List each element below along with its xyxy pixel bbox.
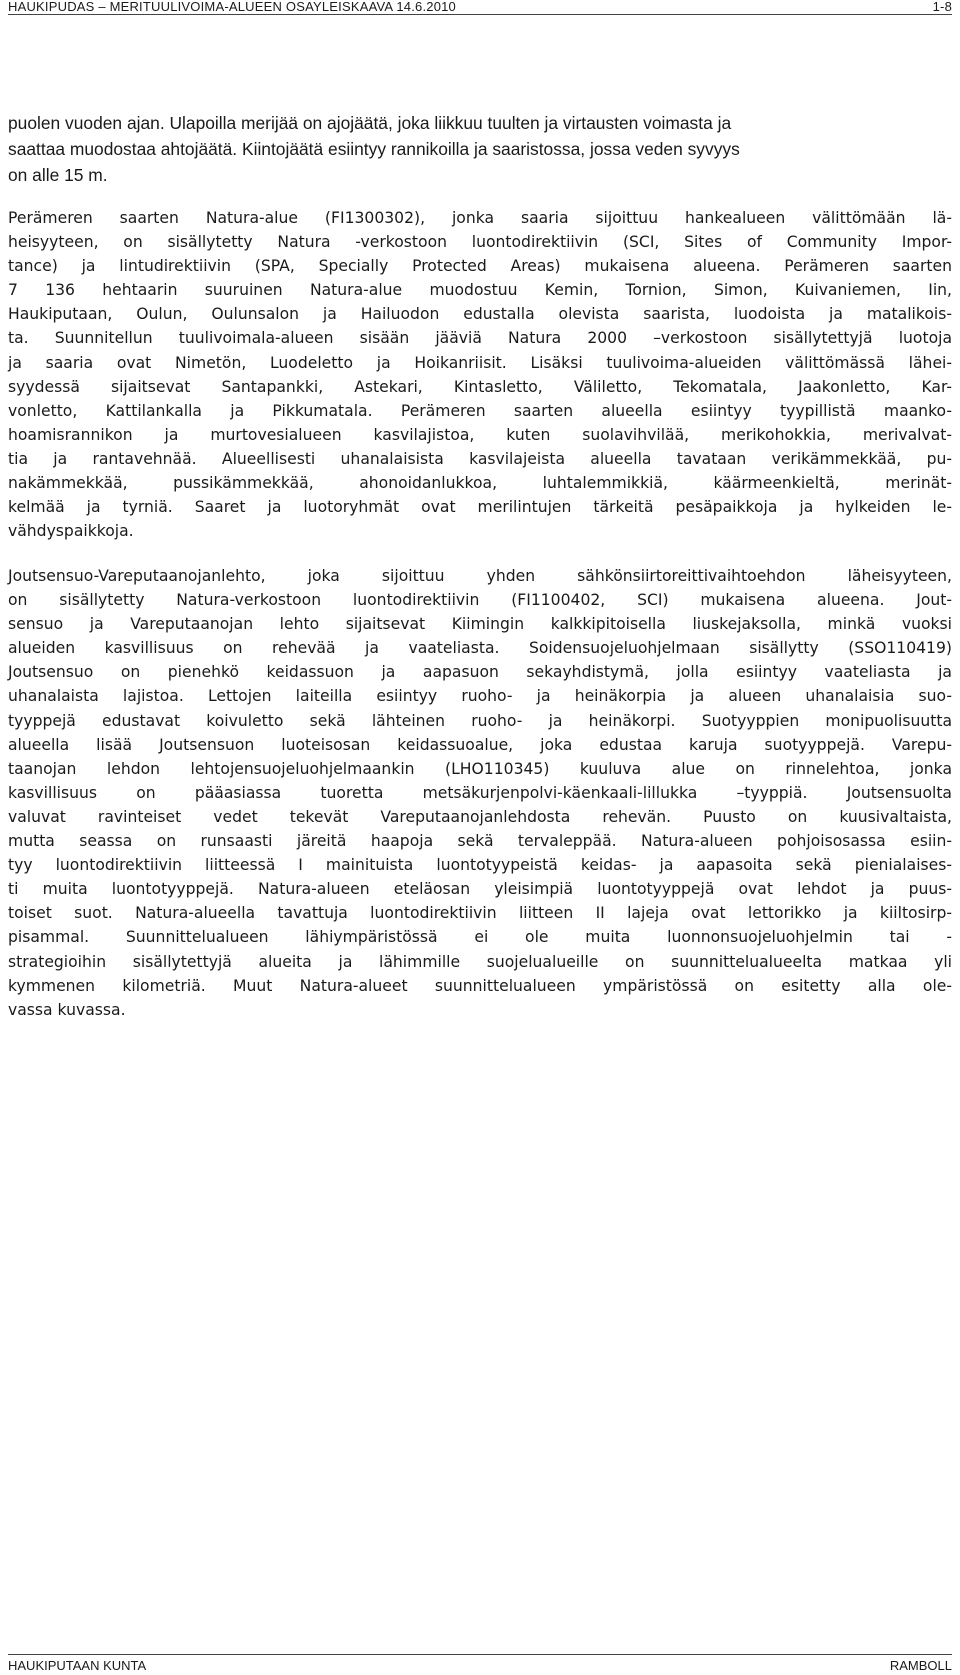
document-title: HAUKIPUDAS – MERITUULIVOIMA-ALUEEN OSAYLEISKAAVA 14.6.2010 — [8, 0, 456, 14]
text-line: kelmää ja tyrniä. Saaret ja luotoryhmät ovat merilintujen tärkeitä pesäpaikkoja ja hylkeiden le- — [8, 498, 952, 517]
text-line: vähdyspaikkoja. — [8, 522, 134, 541]
text-line: sensuo ja Vareputaanojan lehto sijaitsevat Kiimingin kalkkipitoisella liuskejaksolla, minkä vuoksi — [8, 615, 952, 634]
footer-municipality: HAUKIPUTAAN KUNTA — [8, 1658, 147, 1673]
text-line: vonletto, Kattilankalla ja Pikkumatala. Perämeren saarten alueella esiintyy tyypillistä maanko- — [8, 401, 952, 420]
text-line: Joutsensuo on pienehkö keidassuon ja aapasuon sekayhdistymä, jolla esiintyy vaateliasta ja — [8, 663, 952, 682]
text-line: on alle 15 m. — [8, 165, 108, 185]
text-line: on sisällytetty Natura-verkostoon luontodirektiivin (FI1100402, SCI) mukaisena alueena. Jout- — [8, 591, 952, 610]
text-line: Joutsensuo-Vareputaanojanlehto, joka sijoittuu yhden sähkönsiirtoreittivaihtoehdon läheisyyteen, — [8, 567, 952, 585]
text-line: hoamisrannikon ja murtovesialueen kasvilajistoa, kuten suolavihvilää, merikohokkia, merivalvat- — [8, 425, 952, 444]
text-line: heisyyteen, on sisällytetty Natura -verkostoon luontodirektiivin (SCI, Sites of Community Impor- — [8, 233, 952, 252]
text-line: tance) ja lintudirektiivin (SPA, Specially Protected Areas) mukaisena alueena. Perämeren saarten — [8, 257, 952, 276]
text-line: strategioihin sisällytettyjä alueita ja lähimmille suojelualueille on suunnittelualueelta matkaa yli — [8, 952, 952, 971]
text-line: saattaa muodostaa ahtojäätä. Kiintojäätä esiintyy rannikoilla ja saaristossa, jossa veden syvyys — [8, 139, 740, 159]
text-line: syydessä sijaitsevat Santapankki, Astekari, Kintasletto, Väliletto, Tekomatala, Jaakonletto, Kar- — [8, 377, 952, 396]
text-line: valuvat ravinteiset vedet tekevät Vareputaanojanlehdosta rehevän. Puusto on kuusivaltaista, — [8, 807, 952, 826]
text-line: tyyppejä edustavat koivuletto sekä lähteinen ruoho- ja heinäkorpi. Suotyyppien monipuolisuutta — [8, 711, 952, 730]
text-line: ti muita luontotyyppejä. Natura-alueen eteläosan yleisimpiä luontotyyppejä ovat lehdot ja puus- — [8, 880, 952, 899]
text-line: toiset suot. Natura-alueella tavattuja luontodirektiivin liitteen II lajeja ovat lettorikko ja kiiltosirp- — [8, 904, 952, 923]
text-line: alueella lisää Joutsensuon luoteisosan keidassuoalue, joka edustaa karuja suotyyppejä. Varepu- — [8, 735, 952, 754]
text-line: Haukiputaan, Oulun, Oulunsalon ja Hailuodon edustalla olevista saarista, luodoista ja matalikois- — [8, 305, 952, 324]
page-number: 1-8 — [932, 0, 952, 14]
text-line: alueiden kasvillisuus on rehevää ja vaateliasta. Soidensuojeluohjelmaan sisällytty (SSO110419) — [8, 639, 952, 658]
text-line: Perämeren saarten Natura-alue (FI1300302), jonka saaria sijoittuu hankealueen välittömään lä- — [8, 209, 952, 227]
text-line: vassa kuvassa. — [8, 1000, 126, 1019]
text-line: ja saaria ovat Nimetön, Luodeletto ja Hoikanriisit. Lisäksi tuulivoima-alueiden välittömässä lähei- — [8, 353, 952, 372]
text-line: tia ja rantavehnää. Alueellisesti uhanalaisista kasvilajeista alueella tavataan verikämmekkää, pu- — [8, 449, 952, 468]
intro-paragraph — [8, 110, 952, 188]
text-line: uhanalaista lajistoa. Lettojen laiteilla esiintyy ruoho- ja heinäkorpia ja alueen uhanalaisia suo- — [8, 687, 952, 706]
text-line: pisammal. Suunnittelualueen lähiympäristössä ei ole muita luonnonsuojeluohjelmin tai - — [8, 928, 952, 947]
text-line: kasvillisuus on pääasiassa tuoretta metsäkurjenpolvi-käenkaali-lillukka –tyyppiä. Joutsensuolta — [8, 783, 952, 802]
natura-perameri-paragraph — [8, 206, 952, 543]
text-line: ta. Suunnitellun tuulivoimala-alueen sisään jääviä Natura 2000 –verkostoon sisällytettyjä luotoja — [8, 329, 952, 348]
text-line: kymmenen kilometriä. Muut Natura-alueet suunnittelualueen ympäristössä on esitetty alla ole- — [8, 976, 952, 995]
page-footer — [8, 1654, 952, 1675]
text-line: nakämmekkää, pussikämmekkää, ahonoidanlukkoa, luhtalemmikkiä, käärmeenkieltä, merinät- — [8, 474, 952, 493]
page-header — [8, 0, 952, 15]
footer-company: RAMBOLL — [889, 1658, 952, 1673]
text-line: taanojan lehdon lehtojensuojeluohjelmaankin (LHO110345) kuuluva alue on rinnelehtoa, jonka — [8, 759, 952, 778]
text-line: 7 136 hehtaarin suuruinen Natura-alue muodostuu Kemin, Tornion, Simon, Kuivaniemen, Iin, — [8, 281, 952, 300]
natura-joutsensuo-paragraph — [8, 564, 952, 1022]
text-line: tyy luontodirektiivin liitteessä I mainituista luontotyypeistä keidas- ja aapasoita sekä pienialaises- — [8, 856, 952, 875]
text-line: mutta seassa on runsaasti järeitä haapoja sekä tervaleppää. Natura-alueen pohjoisosassa esiin- — [8, 832, 952, 851]
text-line: puolen vuoden ajan. Ulapoilla merijää on ajojäätä, joka liikkuu tuulten ja virtausten voimasta ja — [8, 113, 732, 133]
